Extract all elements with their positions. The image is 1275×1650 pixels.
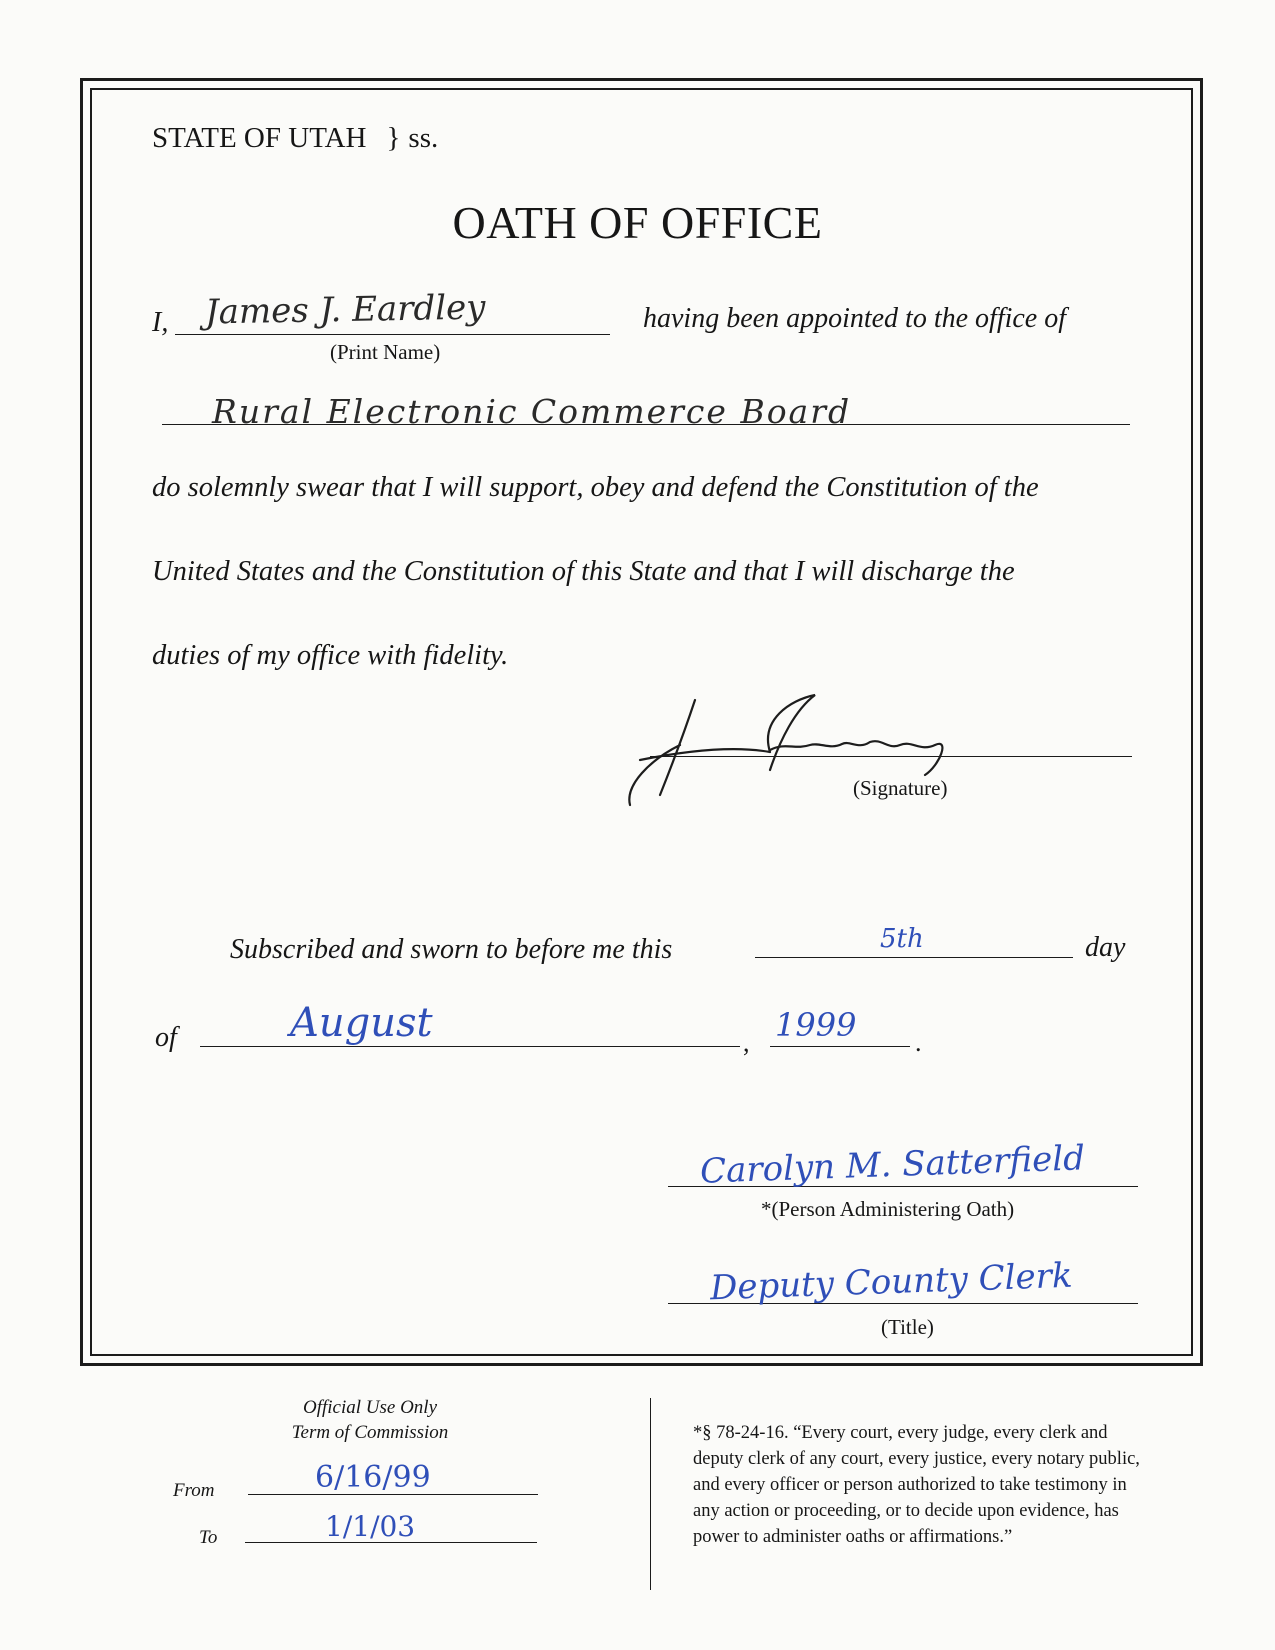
statute-note [693,1420,1213,1550]
statute-line-5: power to administer oaths or affirmations.” [693,1527,1013,1547]
date-comma: , [743,1028,750,1057]
day-line [755,957,1073,958]
day-label: day [1085,932,1126,963]
statute-line-2: deputy clerk of any court, every justice, every notary public, [693,1449,1140,1469]
of-label: of [155,1022,177,1053]
month-handwriting: August [290,1000,433,1046]
state-ss: ss. [408,122,439,154]
oath-line-1: do solemnly swear that I will support, obey and defend the Constitution of the [152,472,1039,503]
from-label: From [173,1480,215,1501]
state-heading [152,122,438,155]
oath-line-3: duties of my office with fidelity. [152,640,509,671]
print-name-label: (Print Name) [330,340,441,364]
signature-text [760,700,768,701]
term-of-commission-heading: Term of Commission [291,1422,449,1443]
signature-scribble [620,690,1020,810]
state-name: STATE OF UTAH [152,122,367,154]
office-handwriting: Rural Electronic Commerce Board [212,392,852,431]
official-use-heading: Official Use Only [302,1397,438,1418]
appointed-text: having been appointed to the office of [643,303,1067,334]
statute-line-1: *§ 78-24-16. “Every court, every judge, every clerk and [693,1423,1108,1443]
title-label: (Title) [881,1315,934,1339]
print-name-line [175,334,610,335]
to-handwriting: 1/1/03 [325,1510,416,1543]
statute-line-3: and every officer or person authorized to take testimony in [693,1475,1127,1495]
state-brace: } [386,122,401,154]
appointee-prefix: I, [152,307,169,338]
administrator-label: *(Person Administering Oath) [761,1197,1015,1221]
from-handwriting: 6/16/99 [315,1460,431,1495]
sworn-text: Subscribed and sworn to before me this [230,934,673,965]
footer-divider [650,1398,651,1590]
statute-line-4: any action or proceeding, or to decide upon evidence, has [693,1501,1119,1521]
oath-line-2: United States and the Constitution of this State and that I will discharge the [152,556,1015,587]
page-title: OATH OF OFFICE [452,197,823,248]
year-handwriting: 1999 [775,1006,857,1044]
date-period: . [915,1028,922,1057]
administrator-handwriting: Carolyn M. Satterfield [699,1138,1086,1192]
day-handwriting: 5th [880,924,924,954]
print-name-handwriting: James J. Eardley [204,287,486,333]
to-label: To [199,1527,218,1548]
year-line [770,1046,910,1047]
signature-label: (Signature) [853,776,948,800]
month-line [200,1046,740,1047]
title-handwriting: Deputy County Clerk [709,1255,1074,1309]
